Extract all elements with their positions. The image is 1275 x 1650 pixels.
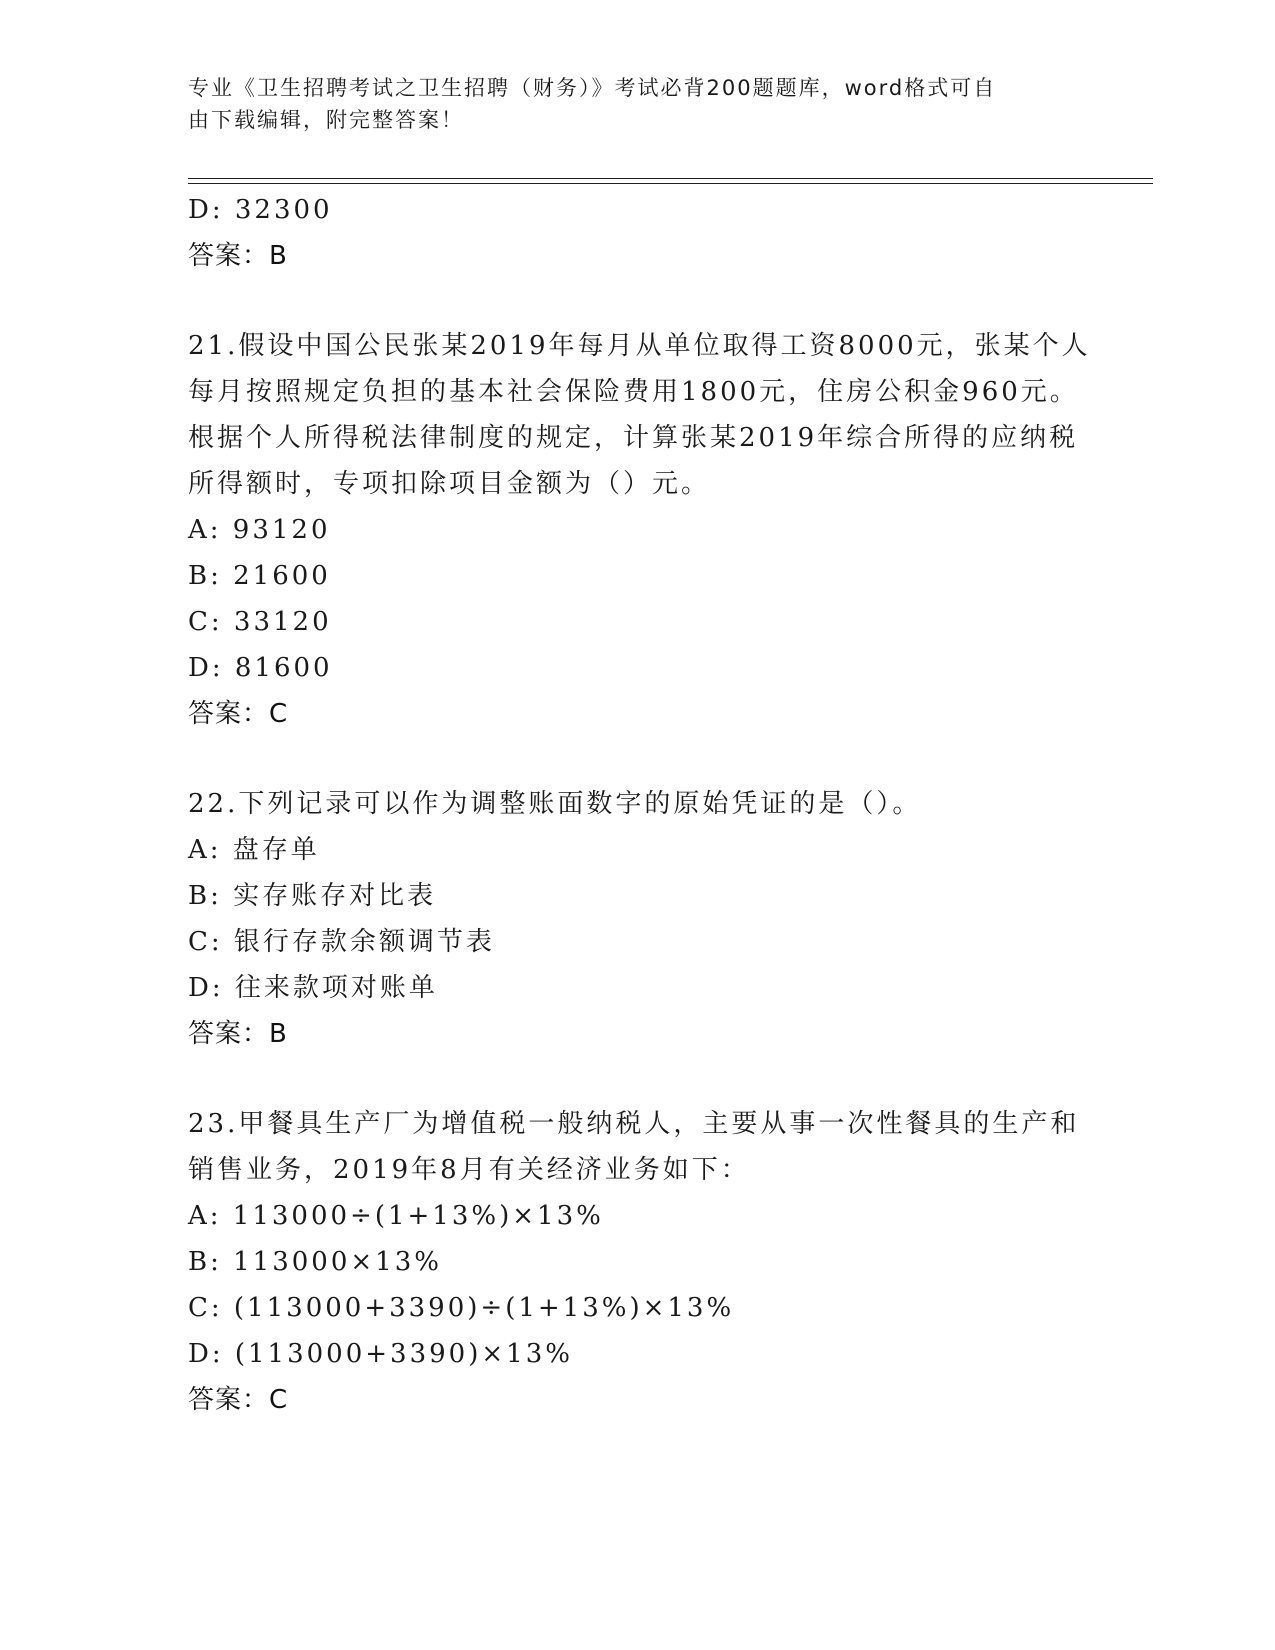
option-d: D: 往来款项对账单 — [188, 973, 438, 1003]
option-a: A: 93120 — [188, 515, 331, 545]
question-stem-line: 根据个人所得税法律制度的规定，计算张某2019年综合所得的应纳税 — [188, 423, 1079, 453]
option-d: D: 32300 — [188, 195, 333, 225]
question-21 — [188, 323, 1091, 737]
carryover-block — [188, 187, 1088, 279]
option-d: D: (113000+3390)×13% — [188, 1339, 573, 1369]
option-b: B: 实存账存对比表 — [188, 881, 437, 911]
option-a: A: 盘存单 — [188, 835, 320, 865]
header-line-2: 由下载编辑，附完整答案！ — [188, 108, 464, 132]
answer: 答案：B — [188, 241, 288, 271]
question-stem-line: 23.甲餐具生产厂为增值税一般纳税人，主要从事一次性餐具的生产和 — [188, 1109, 1080, 1139]
option-c: C: (113000+3390)÷(1+13%)×13% — [188, 1293, 735, 1323]
header-divider-top — [188, 178, 1153, 179]
spacer — [188, 279, 1088, 323]
spacer — [188, 737, 1088, 781]
option-c: C: 银行存款余额调节表 — [188, 927, 495, 957]
question-stem-line: 21.假设中国公民张某2019年每月从单位取得工资8000元，张某个人 — [188, 331, 1091, 361]
question-stem-line: 销售业务，2019年8月有关经济业务如下： — [188, 1155, 750, 1185]
question-stem-line: 22.下列记录可以作为调整账面数字的原始凭证的是（）。 — [188, 789, 922, 819]
header-line-1: 专业《卫生招聘考试之卫生招聘（财务）》考试必背200题题库，word格式可自 — [188, 76, 997, 100]
spacer — [188, 1057, 1088, 1101]
question-stem-line: 每月按照规定负担的基本社会保险费用1800元，住房公积金960元。 — [188, 377, 1079, 407]
question-23 — [188, 1101, 1088, 1423]
option-d: D: 81600 — [188, 653, 333, 683]
question-stem-line: 所得额时，专项扣除项目金额为（）元。 — [188, 469, 711, 499]
answer: 答案：B — [188, 1019, 288, 1049]
header-divider-bottom — [188, 183, 1153, 184]
option-c: C: 33120 — [188, 607, 332, 637]
option-b: B: 113000×13% — [188, 1247, 442, 1277]
question-list — [188, 187, 1091, 1423]
question-22 — [188, 781, 1088, 1057]
answer: 答案：C — [188, 1385, 289, 1415]
answer: 答案：C — [188, 699, 289, 729]
option-b: B: 21600 — [188, 561, 331, 591]
option-a: A: 113000÷(1+13%)×13% — [188, 1201, 604, 1231]
document-header — [188, 72, 1088, 136]
